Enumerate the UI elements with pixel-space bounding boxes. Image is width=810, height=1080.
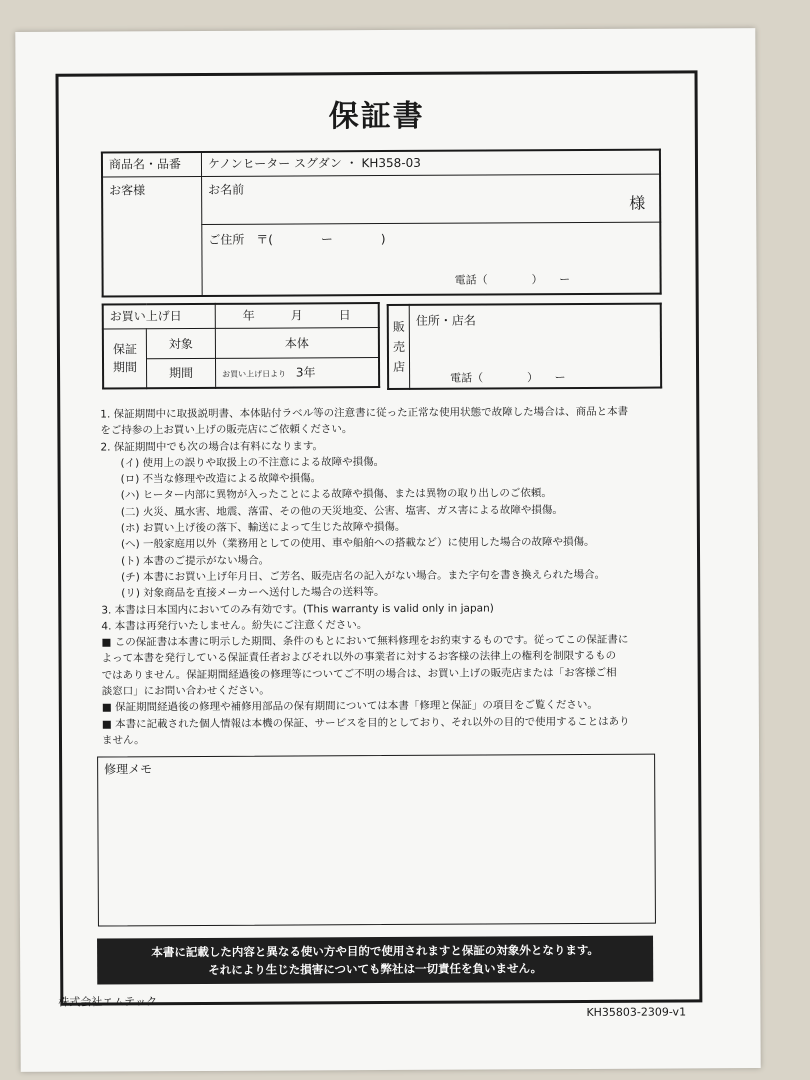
store-label: 販売店 (388, 305, 410, 389)
note-line: ■ 保証期間経過後の修理や補修用部品の保有期間については本書「修理と保証」の項目をご覧ください。 (101, 699, 598, 714)
honorific: 様 (629, 193, 646, 213)
target-label: 対象 (146, 328, 215, 358)
disclaimer-line: 本書に記載した内容と異なる使い方や目的で使用されますと保証の対象外となります。 (151, 942, 599, 960)
postal-code-field: 〒( ー ) (256, 231, 386, 247)
note-line: ではありません。保証期間経過後の修理等についてご不明の場合は、お買い上げの販売店または「お客様ご相 (101, 666, 617, 682)
repair-memo-box (97, 754, 656, 927)
product-value: ケノンヒーター スグダン ・ KH358-03 (201, 150, 660, 176)
note-line: ■ この保証書は本書に明示した期間、条件のもとにおいて無料修理をお約束するものです。従ってこの保証書に (101, 633, 629, 649)
document-code: KH35803-2309-v1 (586, 1005, 687, 1019)
disclaimer-banner (97, 936, 653, 985)
note-line: (ホ) お買い上げ後の落下、輸送によって生じた故障や損傷。 (120, 520, 406, 535)
store-address-label: 住所・店名 (415, 313, 476, 328)
address-label: ご住所 (208, 232, 245, 247)
note-line: をご持参の上お買い上げの販売店にご依頼ください。 (100, 423, 353, 437)
repair-memo-label: 修理メモ (104, 762, 153, 777)
purchase-date-value: 年 月 日 (215, 303, 379, 328)
note-line: (ト) 本書のご提示がない場合。 (121, 554, 270, 568)
company-name: 株式会社エムテック (58, 995, 158, 1009)
terms-list (100, 404, 662, 749)
note-line: ません。 (101, 734, 145, 747)
note-line: (イ) 使用上の誤りや取扱上の不注意による故障や損傷。 (120, 455, 385, 470)
note-line: 2. 保証期間中でも次の場合は有料になります。 (100, 439, 324, 454)
warranty-sheet (15, 28, 760, 1072)
target-value: 本体 (215, 327, 379, 358)
note-line: (ロ) 不当な修理や改造による故障や損傷。 (120, 472, 322, 486)
name-label: お名前 (208, 182, 245, 197)
note-line: 1. 保証期間中に取扱説明書、本体貼付ラベル等の注意書に従った正常な使用状態で故障した場合は、商品と本書 (100, 405, 629, 421)
document-title: 保証書 (328, 98, 425, 135)
note-line: (ハ) ヒーター内部に異物が入ったことによる故障や損傷、または異物の取り出しのご依頼。 (120, 487, 552, 502)
note-line: (リ) 対象商品を直接メーカーへ送付した場合の送料等。 (121, 586, 385, 600)
term-note: お買い上げ日より (222, 369, 287, 380)
note-line: 4. 本書は再発行いたしません。紛失にご注意ください。 (101, 618, 368, 633)
purchase-date-label: お買い上げ日 (103, 304, 216, 329)
store-phone: 電話（ ） ー (450, 371, 566, 385)
customer-phone: 電話（ ） ー (454, 273, 571, 287)
note-line: よって本書を発行している保証責任者およびそれ以外の事業者に対するお客様の法律上の権利を制限するもの (101, 650, 617, 665)
note-line: (チ) 本書にお買い上げ年月日、ご芳名、販売店名の記入がない場合。また字句を書き換えられた場合。 (121, 568, 606, 584)
term-value: 3年 (295, 365, 316, 380)
term-label: 期間 (146, 358, 215, 388)
warranty-period-label: 保証期間 (103, 328, 147, 388)
purchase-table (102, 302, 380, 389)
note-line: (ヘ) 一般家庭用以外（業務用としての使用、車や船舶への搭載など）に使用した場合の故障や損傷。 (120, 536, 595, 551)
store-table (387, 303, 662, 390)
product-label: 商品名・品番 (102, 152, 202, 177)
note-line: (二) 火災、風水害、地震、落雷、その他の天災地変、公害、塩害、ガス害による故障や損傷。 (120, 503, 563, 519)
customer-label: お客様 (102, 176, 202, 297)
note-line: 談窓口」にお問い合わせください。 (101, 684, 270, 698)
warranty-frame (56, 70, 703, 1005)
note-line: ■ 本書に記載された個人情報は本機の保証、サービスを目的としており、それ以外の目的で使用することはあり (101, 715, 630, 731)
disclaimer-line: それにより生じた損害についても弊社は一切責任を負いません。 (208, 961, 543, 977)
note-line: 3. 本書は日本国内においてのみ有効です。(This warranty is valid only in japan) (101, 602, 494, 617)
customer-table (101, 149, 662, 298)
